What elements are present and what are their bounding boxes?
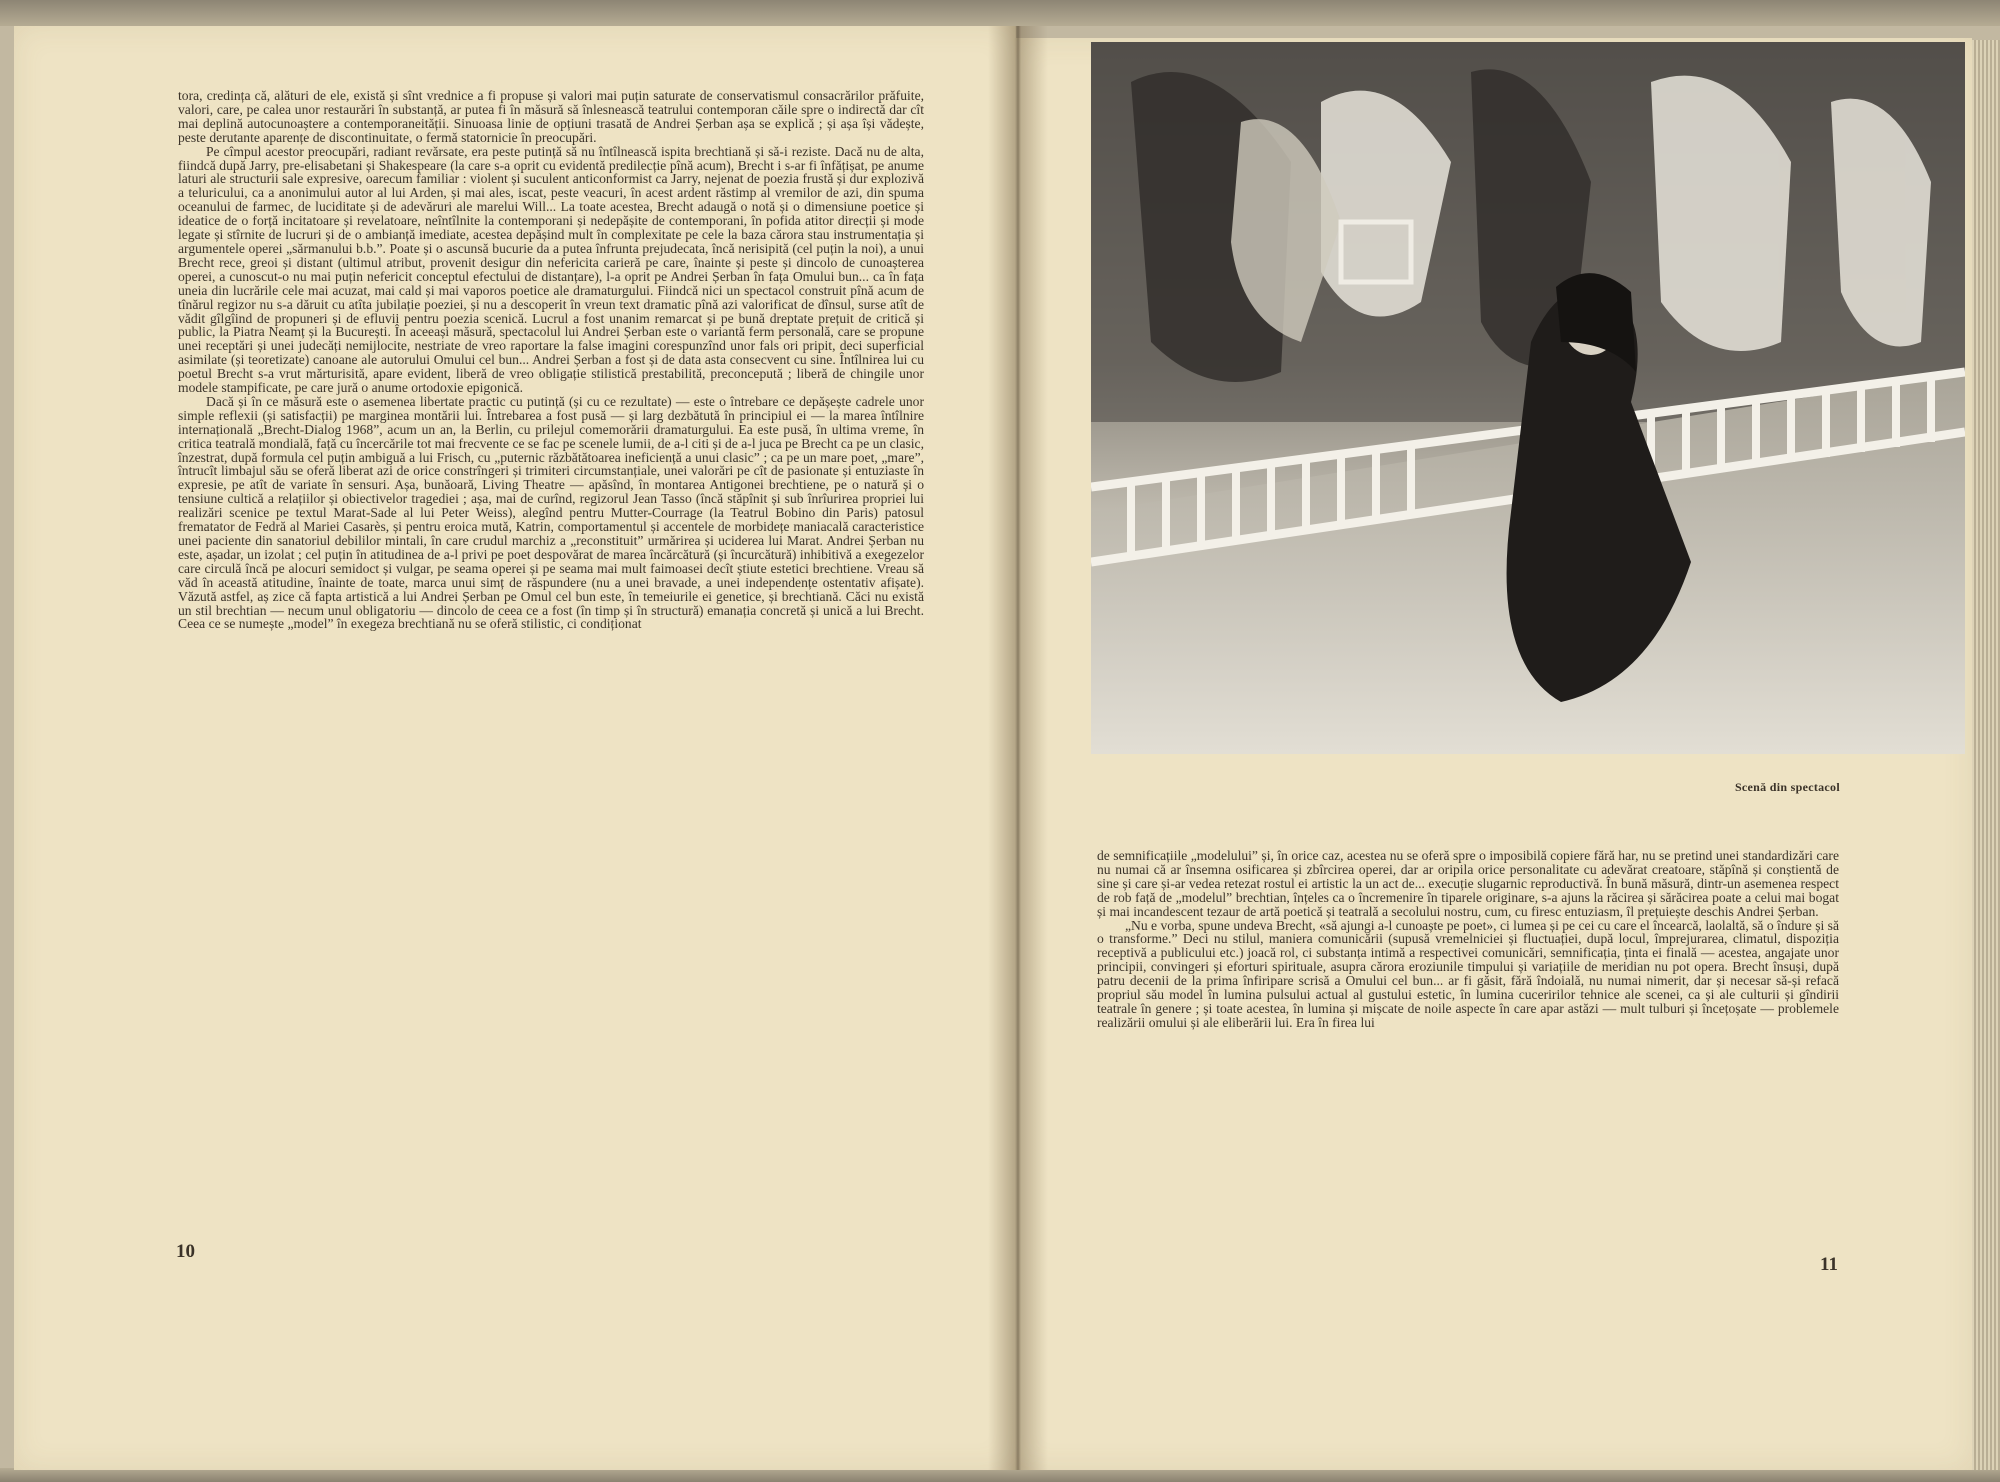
paragraph: Dacă și în ce măsură este o asemenea libertate practic cu putință (și cu ce rezultate) — este o întrebare ce depășește cadrele unor simple reflexii (și satisfacții) pe marginea montării lui. Întrebarea a fost pusă — și larg dezbătută în principiul ei — la marea întîlnire internațională „Brecht-Dialog 1968”, acum un an, la Berlin, cu prilejul comemorării dramaturgului. Ea este pusă, în ultima vreme, în critica teatrală mondială, față cu încercările tot mai frecvente ce se fac pe scenele lumii, de a-l citi și de a-l juca pe Brecht ca pe un clasic, înzestrat, după formula cel puțin ambiguă a lui Frisch, cu „puternic răzbătătoarea ineficiență a unui clasic” ; ca pe un mare poet, „mare”, întrucît limbajul său se oferă liberat azi de orice constrîngeri și trimiteri circumstanțiale, unei valorări pe cît de pasionate și entuziaste în expresie, pe atît de variate în sensuri. Așa, bunăoară, Living Theatre — apăsînd, în montarea Antigonei brechtiene, pe o natură și o tensiune cultică a relațiilor și obiectivelor tragediei ; așa, mai de curînd, regizorul Jean Tasso (încă stăpînit și sub înrîurirea propriei lui realizări scenice pe textul Marat-Sade al lui Peter Weiss), alegînd pentru Mutter-Courrage (la Teatrul Bobino din Paris) patosul frematator de Fedră al Mariei Casarès, și pentru eroica mută, Katrin, comportamentul și accentele de morbidețe maniacală caracteristice unei paciente din sanatoriul debililor mintali, în care crudul marchiz a „reconstituit” urmărirea și uciderea lui Marat. Andrei Șerban nu este, așadar, un izolat ; cel puțin în atitudinea de a-l privi pe poet despovărat de marea încărcătură (și încurcătură) inhibitivă a exegezelor care circulă încă pe alocuri semidoct și vulgar, pe seama operei și pe seama mai mult faimoasei decît știute estetici brechtiene. Vreau să văd în această atitudine, înainte de toate, marca unui simț de răspundere (nu a unei bravade, a unei independențe ostentativ afișate). Văzută astfel, aș zice că fapta artistică a lui Andrei Șerban pe Omul cel bun este, în temeiurile ei genetice, și brechtiană. Căci nu există un stil brechtian — necum unul obligatoriu — dincolo de ceea ce a fost (în timp și în structură) emanația concretă și unică a lui Brecht. Ceea ce se numește „model” în exegeza brechtiană nu se oferă stilistic, ci condiționat — [178, 393, 924, 632]
book-top-edge — [0, 0, 2000, 26]
book-bottom-edge — [0, 1468, 2000, 1482]
stage-photo-image — [1091, 42, 1965, 754]
stage-photo — [1091, 42, 1965, 754]
photo-caption: Scenă din spectacol — [1734, 780, 1840, 794]
page-edges — [1972, 40, 2000, 1470]
paragraph: tora, credința că, alături de ele, există și sînt vrednice a fi propuse și valori mai puțin saturate de conservatismul consacrărilor prăfuite, valori, care, pe calea unor restaurări în substanță, ar putea fi în măsură să înlesnească teatrului contemporan căile spre o indirectă dar cît mai deplină autocunoaștere a contemporaneității. Sinuoasa linie de opțiuni trasată de Andrei Șerban așa se explică ; și așa își vădește, peste derutante aparențe de discontinuitate, o fermă statornicie în preocupări. — [178, 88, 924, 145]
paragraph: Pe cîmpul acestor preocupări, radiant revărsate, era peste putință să nu întîlnească ispita brechtiană și să-i reziste. Dacă nu de alta, fiindcă după Jarry, pre-elisabetani și Shakespeare (la care s-a oprit cu evidentă predilecție pînă acum), Brecht i s-ar fi înfățișat, pe anume laturi ale structurii sale expresive, oarecum familiar : violent și suculent anticonformist ca Jarry, nejenat de poezia frustă și dur explozivă a teluricului, ca a anonimului autor al lui Arden, și mai ales, iscat, peste veacuri, în acest ardent răstimp al vremilor de azi, din spuma oceanului de farmec, de luciditate și de adevăruri ale marelui Will... La toate acestea, Brecht adaugă o notă și o dimensiune poetice și ideatice de o forță incitatoare și revelatoare, neîntîlnite la contemporani și nedepășite de contemporani, în pofida atitor direcții și mode legate și stîrnite de lucruri și de o ambianță imediate, acestea depășind mult în complexitate pe cele la baza cărora stau instrumentația și argumentele operei „sărmanului b.b.”. Poate și o ascunsă bucurie da a putea înfrunta prejudecata, încă nerisipită (cel puțin la noi), a unui Brecht rece, greoi și distant (ultimul atribut, provenit desigur din nefericita carieră pe care, înainte și peste și dincolo de cunoașterea operei, a cunoscut-o nu mai puțin nefericit conceptul efectului de distanțare), l-a oprit pe Andrei Șerban în fața Omului bun... ca în fața uneia din lucrările cele mai acuzat, mai cald și mai vaporos poetice ale dramaturgului. Fiindcă nici un spectacol construit pînă acum de tînărul regizor nu s-a dăruit cu atîta jubilație poeziei, și nu a descoperit în vreun text dramatic pînă azi valorificat de dînsul, surse atît de vădit gîlgîind de propuneri și de efluvii pentru poezia scenică. Lucrul a fost unanim remarcat și pe bună dreptate prețuit de critică și public, la Piatra Neamț și la București. În aceeași măsură, spectacolul lui Andrei Șerban este o variantă ferm personală, care se propune unei receptări și unei judecăți nemijlocite, nestriate de vreo raportare la false imagini corespunzînd unor fals ori pripit, deci superficial asimilate (și teoretizate) canoane ale autorului Omului cel bun... Andrei Șerban a fost și de data asta consecvent cu sine. Întîlnirea lui cu poetul Brecht s-a vrut mărturisită, apare evident, liberă de vreo obligație stilistică prestabilită, preconcepută ; liberă de chingile unor modele stampificate, pe care jură o anume ortodoxie epigonică. — [178, 143, 924, 396]
book-gutter — [988, 26, 1048, 1470]
page-number-left: 10 — [176, 1241, 195, 1262]
paragraph: „Nu e vorba, spune undeva Brecht, «să ajungi a-l cunoaște pe poet», ci lumea și pe cei cu care el încearcă, laolaltă, să o îndure și să o transforme.” Deci nu stilul, maniera comunicării (supusă vremelniciei și fluctuației, după locul, împrejurarea, climatul, dispoziția receptivă a publicului etc.) joacă rol, ci substanța intimă a respectivei comunicări, semnificația, ținta ei finală — acestea, angajate unor principii, convingeri și eforturi spirituale, asupra cărora eroziunile timpului și variațiile de meridian nu pot opera. Brecht însuși, după patru decenii de la prima înfiripare scrisă a Omului cel bun... ar fi găsit, fără îndoială, nu numai nimerit, dar și necesar să-și refacă propriul său model în lumina pulsului actual al gustului estetic, în lumina cuceririlor tehnice ale scenei, ca și ale culturii și gîndirii teatrale în genere ; și toate acestea, în lumina și mișcate de noile aspecte în care apar astăzi — mult tulburi și încețoșate — problemele realizării omului și ale eliberării lui. Era în firea lui — [1097, 917, 1839, 1030]
right-body-text — [1097, 849, 1839, 1030]
paragraph: de semnificațiile „modelului” și, în orice caz, acestea nu se oferă spre o imposibilă copiere fără har, nu se pretind unei standardizări care nu numai că ar însemna osificarea și zbîrcirea operei, dar ar oripila orice personalitate cu adevărat creatoare, stăpînă și conștientă de sine și care și-ar vedea retezat rostul ei artistic la un act de... execuție slugarnic reproductivă. În bună măsură, dintr-un asemenea respect de rob față de „modelul” brechtian, înțeles ca o încremenire în tiparele originare, s-a ajuns la răcirea și sărăcirea poate a celui mai bogat și mai incandescent tezaur de artă poetică și teatrală a secolului nostru, cum, cu firesc entuziasm, îl prețuiește deschis Andrei Șerban. — [1097, 848, 1839, 919]
page-number-right: 11 — [1820, 1254, 1838, 1275]
left-body-text — [178, 89, 924, 631]
